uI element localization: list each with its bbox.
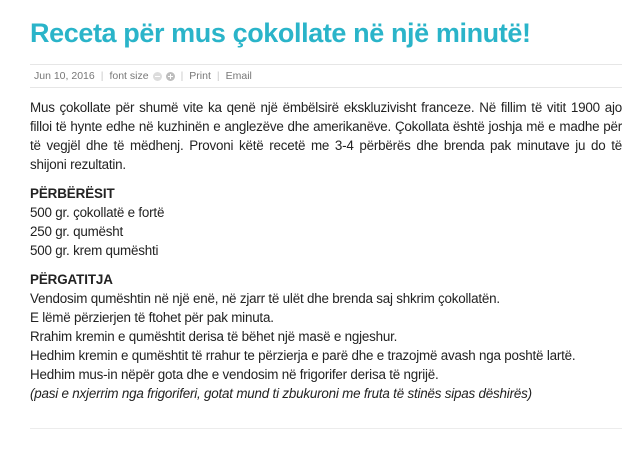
article-date: Jun 10, 2016 [34, 70, 95, 82]
article-body [30, 98, 622, 403]
font-increase-icon[interactable] [166, 72, 175, 81]
meta-separator: | [180, 70, 184, 82]
article-meta-bar [30, 64, 622, 88]
article-title: Receta për mus çokollate në një minutë! [30, 18, 531, 48]
ingredient-item: 500 gr. çokollatë e fortë [30, 205, 165, 220]
font-decrease-icon[interactable] [153, 72, 162, 81]
ingredient-item: 500 gr. krem qumështi [30, 243, 159, 258]
print-link[interactable]: Print [189, 70, 211, 82]
preparation-heading: PËRGATITJA [30, 272, 113, 287]
preparation-step: Rrahim kremin e qumështit derisa të bëhet një masë e ngjeshur. [30, 329, 398, 344]
preparation-step: Vendosim qumështin në një enë, në zjarr të ulët dhe brenda saj shkrim çokollatën. [30, 291, 500, 306]
intro-paragraph: Mus çokollate për shumë vite ka qenë një ëmbëlsirë ekskluzivisht franceze. Në fillim të vitit 1900 ajo filloi të hynte edhe në kuzhinën e anglezëve dhe amerikanëve. Çokollata është joshja më e madhe për të vegjël dhe të mëdhenj. Provoni këtë recetë me 3-4 përbërës dhe brenda pak minutave ju do të shijoni rezultatin. [30, 100, 622, 172]
meta-separator: | [216, 70, 220, 82]
font-size-label: font size [109, 70, 149, 82]
email-link[interactable]: Email [225, 70, 252, 82]
meta-separator: | [100, 70, 104, 82]
serving-note: (pasi e nxjerrim nga frigoriferi, gotat mund ti zbukuroni me fruta të stinës sipas dëshirës) [30, 386, 532, 401]
preparation-step: E lëmë përzierjen të ftohet për pak minuta. [30, 310, 274, 325]
ingredient-item: 250 gr. qumësht [30, 224, 124, 239]
preparation-step: Hedhim kremin e qumështit të rrahur te përzierja e parë dhe e trazojmë avash nga poshtë lartë. [30, 348, 576, 363]
bottom-divider [30, 428, 622, 429]
preparation-step: Hedhim mus-in nëpër gota dhe e vendosim në frigorifer derisa të ngrijë. [30, 367, 439, 382]
ingredients-heading: PËRBËRËSIT [30, 186, 115, 201]
